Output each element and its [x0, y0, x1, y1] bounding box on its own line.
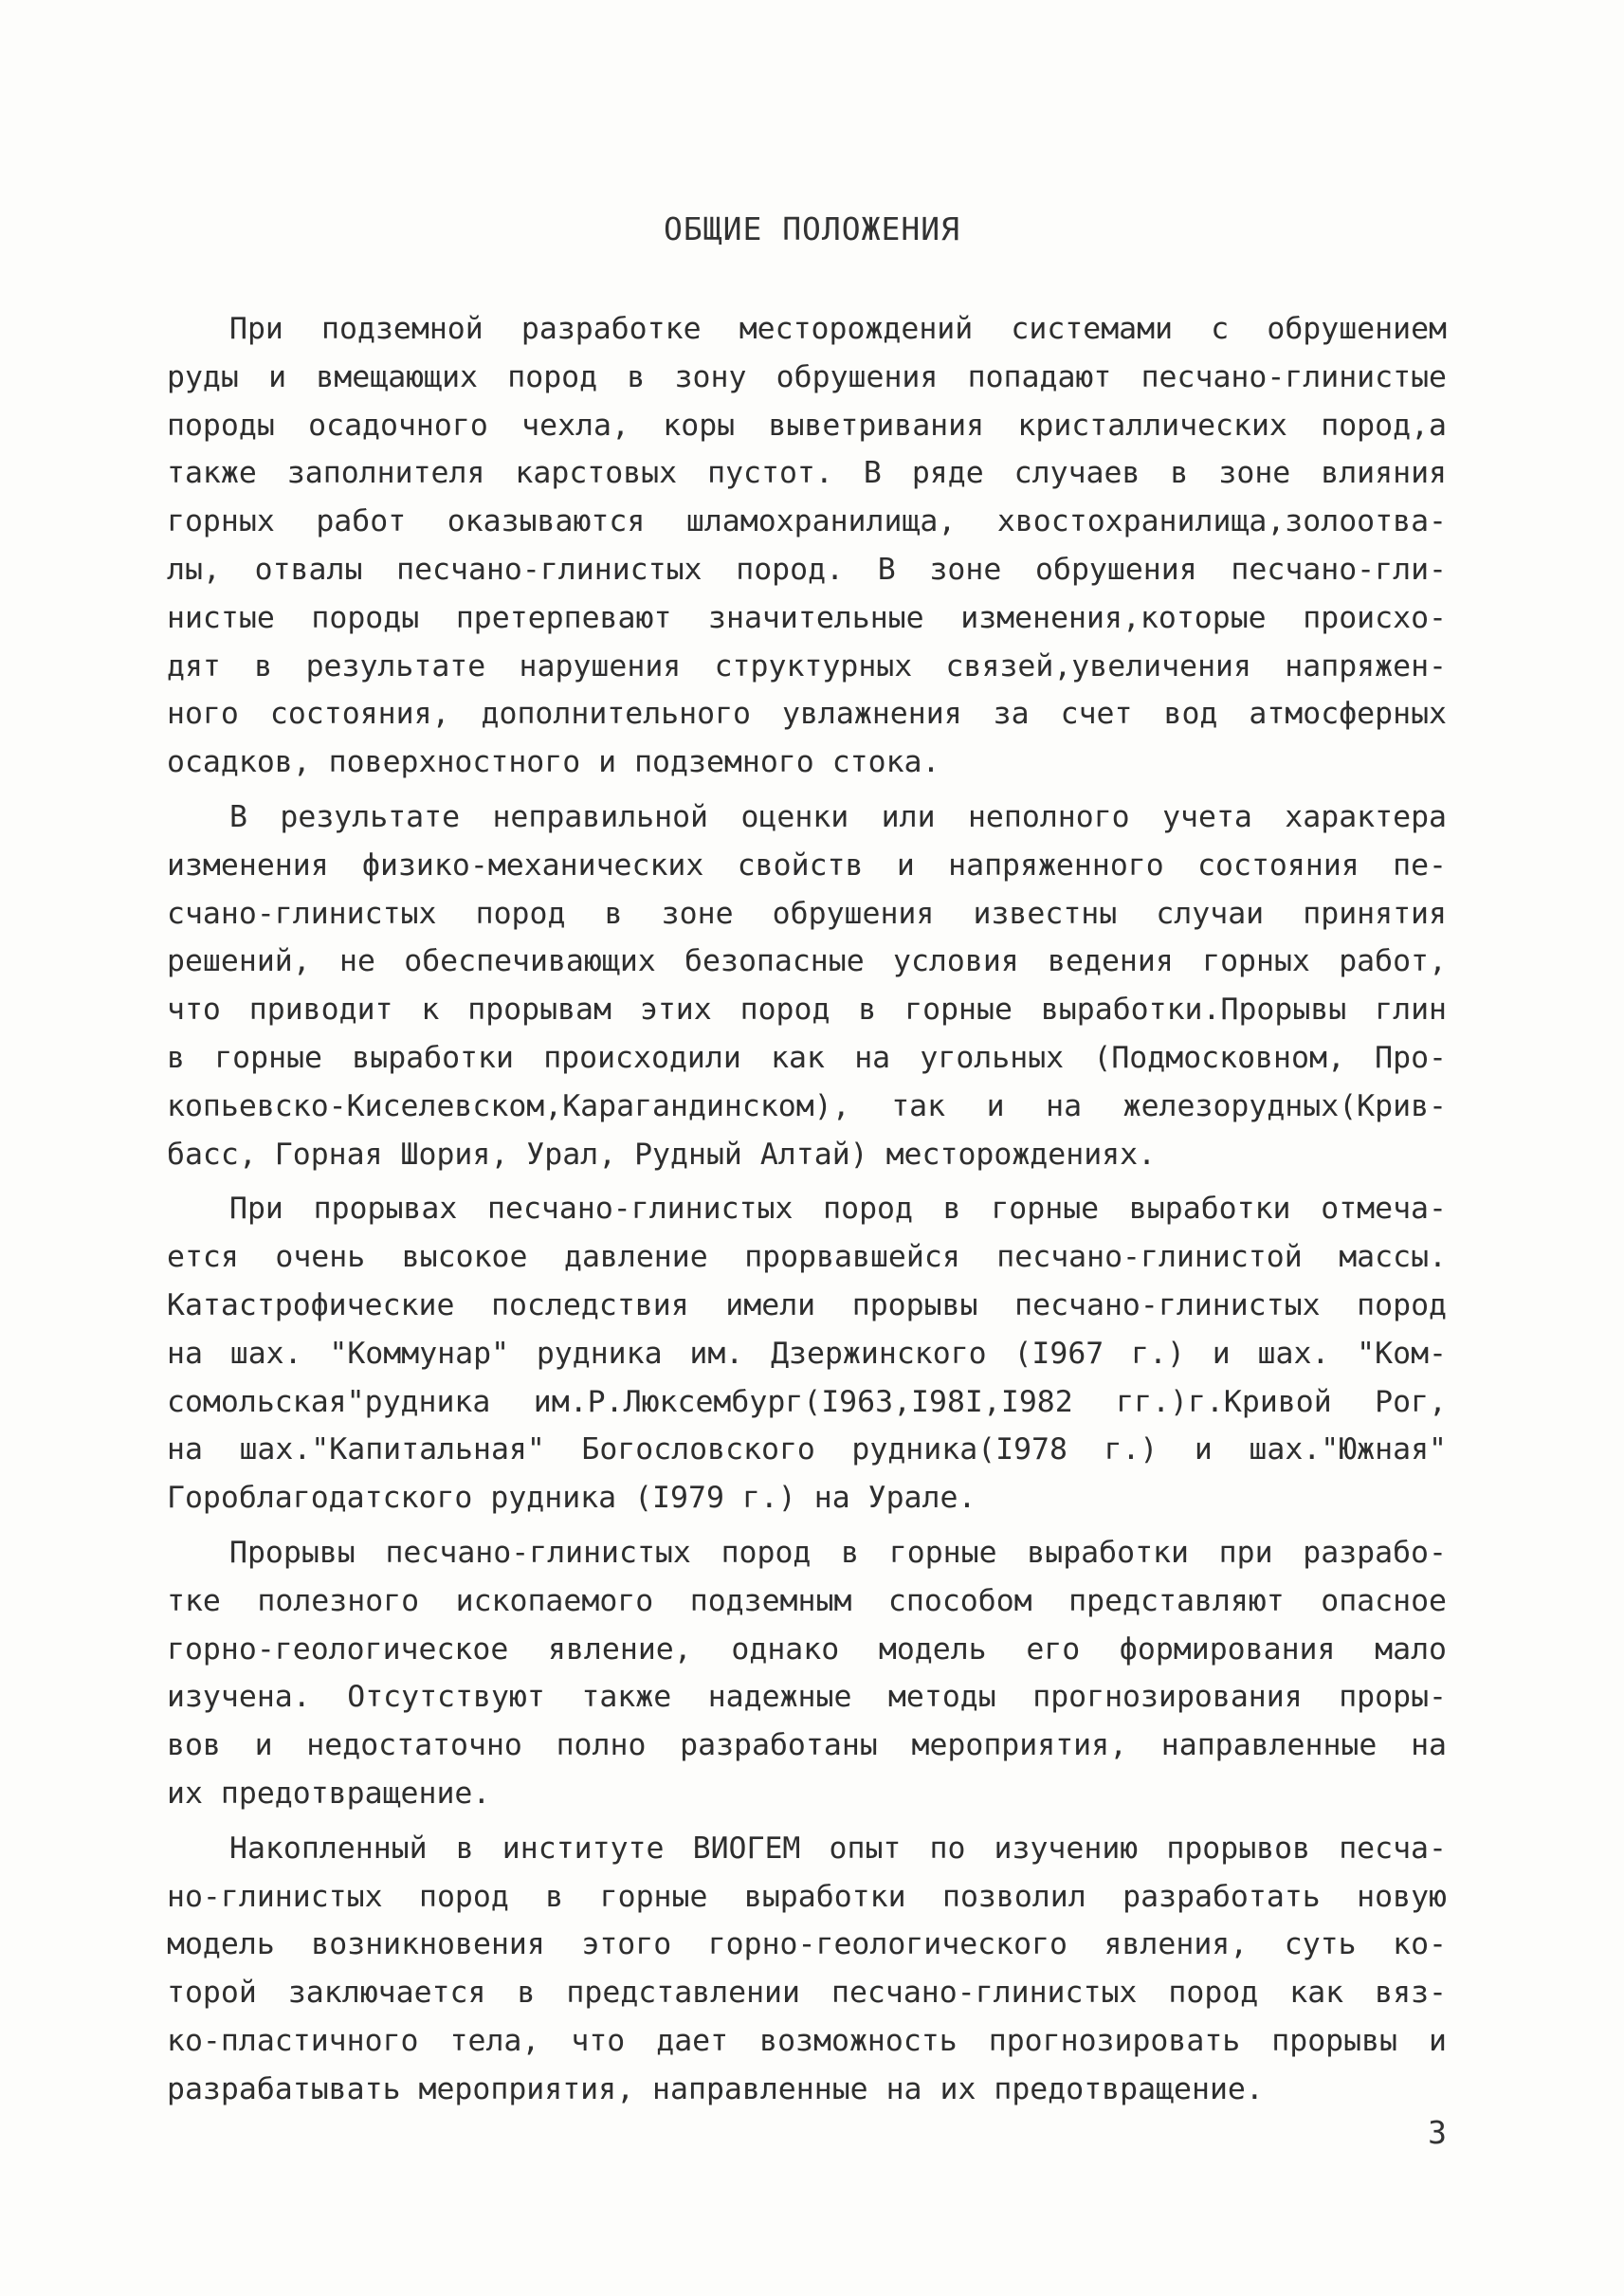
text-line: В результате неправильной оценки или неполного учета характера — [229, 799, 1447, 834]
text-line: в горные выработки происходили как на угольных (Подмосковном, Про- — [167, 1040, 1447, 1075]
text-line: Накопленный в институте ВИОГЕМ опыт по изучению прорывов песча- — [229, 1831, 1447, 1866]
text-line: тке полезного ископаемого подземным способом представляют опасное — [167, 1583, 1447, 1618]
paragraph-1 — [167, 305, 1447, 787]
paragraph-2 — [167, 793, 1447, 1178]
text-line: басс, Горная Шория, Урал, Рудный Алтай) месторождениях. — [167, 1137, 1157, 1172]
text-line: осадков, поверхностного и подземного стока. — [167, 745, 940, 780]
text-line: модель возникновения этого горно-геологического явления, суть ко- — [167, 1927, 1447, 1962]
text-line: руды и вмещающих пород в зону обрушения попадают песчано-глинистые — [167, 359, 1447, 394]
section-heading: ОБЩИЕ ПОЛОЖЕНИЯ — [663, 210, 960, 247]
text-line: При подземной разработке месторождений системами с обрушением — [229, 312, 1447, 346]
text-line: копьевско-Киселевском,Карагандинском), так и на железорудных(Крив- — [167, 1088, 1447, 1123]
text-line: решений, не обеспечивающих безопасные условия ведения горных работ, — [167, 944, 1447, 979]
text-line: вов и недостаточно полно разработаны мероприятия, направленные на — [167, 1728, 1447, 1763]
text-line: торой заключается в представлении песчано-глинистых пород как вяз- — [167, 1976, 1447, 2011]
paragraph-5 — [167, 1825, 1447, 2114]
text-line: что приводит к прорывам этих пород в горные выработки.Прорывы глин — [167, 993, 1447, 1028]
text-line: сомольская"рудника им.Р.Люксембург(I963,I98I,I982 гг.)г.Кривой Рог, — [167, 1384, 1447, 1419]
text-line: горных работ оказываются шламохранилища, хвостохранилища,золоотва- — [167, 504, 1447, 539]
page-number: 3 — [1428, 2114, 1447, 2151]
paragraph-4 — [167, 1529, 1447, 1818]
text-line: на шах."Капитальная" Богословского рудника(I978 г.) и шах."Южная" — [167, 1432, 1447, 1467]
text-line: породы осадочного чехла, коры выветривания кристаллических пород,а — [167, 408, 1447, 443]
text-line: счано-глинистых пород в зоне обрушения известны случаи принятия — [167, 896, 1447, 931]
text-line: Катастрофические последствия имели прорывы песчано-глинистых пород — [167, 1287, 1447, 1322]
text-line: дят в результате нарушения структурных связей,увеличения напряжен- — [167, 648, 1447, 683]
text-line: но-глинистых пород в горные выработки позволил разработать новую — [167, 1879, 1447, 1914]
text-line: Прорывы песчано-глинистых пород в горные выработки при разрабо- — [229, 1535, 1447, 1570]
text-line: Гороблагодатского рудника (I979 г.) на Урале. — [167, 1481, 976, 1516]
text-line: изменения физико-механических свойств и напряженного состояния пе- — [167, 847, 1447, 883]
body-text — [167, 305, 1447, 2120]
text-line: ного состояния, дополнительного увлажнения за счет вод атмосферных — [167, 697, 1447, 732]
text-line: на шах. "Коммунар" рудника им. Дзержинского (I967 г.) и шах. "Ком- — [167, 1336, 1447, 1371]
text-line: При прорывах песчано-глинистых пород в горные выработки отмеча- — [229, 1192, 1447, 1227]
text-line: также заполнителя карстовых пустот. В ряде случаев в зоне влияния — [167, 456, 1447, 491]
text-line: ко-пластичного тела, что дает возможность прогнозировать прорывы и — [167, 2023, 1447, 2058]
text-line: изучена. Отсутствуют также надежные методы прогнозирования проры- — [167, 1680, 1447, 1715]
text-line: горно-геологическое явление, однако модель его формирования мало — [167, 1631, 1447, 1667]
text-line: разрабатывать мероприятия, направленные на их предотвращение. — [167, 2071, 1264, 2106]
text-line: нистые породы претерпевают значительные изменения,которые происхо- — [167, 600, 1447, 635]
text-line: их предотвращение. — [167, 1776, 491, 1811]
text-line: лы, отвалы песчано-глинистых пород. В зоне обрушения песчано-гли- — [167, 552, 1447, 587]
text-line: ется очень высокое давление прорвавшейся песчано-глинистой массы. — [167, 1240, 1447, 1275]
paragraph-3 — [167, 1185, 1447, 1522]
